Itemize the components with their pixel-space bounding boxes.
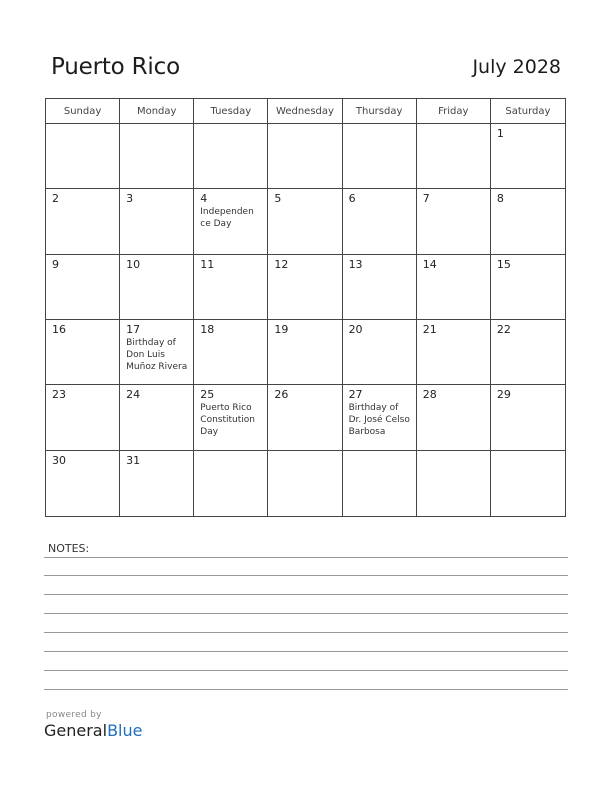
day-cell <box>46 189 120 253</box>
day-cell <box>417 320 491 384</box>
day-cell <box>194 385 268 449</box>
day-number: 31 <box>126 453 141 467</box>
day-cell <box>491 255 565 319</box>
day-cell <box>120 320 194 384</box>
week-row <box>46 451 565 516</box>
day-cell <box>343 189 417 253</box>
weekday-thursday: Thursday <box>343 99 417 123</box>
weekday-friday: Friday <box>417 99 491 123</box>
day-number: 14 <box>422 257 437 271</box>
week-row <box>46 189 565 254</box>
day-cell <box>194 451 268 516</box>
day-number: 10 <box>126 257 141 271</box>
day-cell <box>491 451 565 516</box>
day-cell <box>343 124 417 188</box>
brand-general: General <box>44 721 108 740</box>
day-cell <box>194 189 268 253</box>
day-number: 7 <box>422 192 430 206</box>
day-number: 28 <box>422 388 437 402</box>
day-cell <box>491 320 565 384</box>
day-number: 22 <box>496 323 511 336</box>
day-cell <box>491 385 565 449</box>
day-cell <box>417 451 491 516</box>
day-cell <box>120 385 194 449</box>
note-line <box>44 594 568 595</box>
note-line <box>44 632 568 633</box>
powered-by-text: powered by <box>46 710 102 720</box>
day-cell <box>194 124 268 188</box>
holiday-label: Birthday of Don Luis Muñoz Rivera <box>126 338 188 372</box>
day-cell <box>46 124 120 188</box>
day-number: 19 <box>274 323 289 336</box>
day-number: 25 <box>200 388 215 402</box>
day-cell <box>268 451 342 516</box>
brand-logo <box>44 721 142 740</box>
day-cell <box>268 320 342 384</box>
day-cell <box>343 320 417 384</box>
month-label: July 2028 <box>472 56 561 78</box>
day-cell <box>120 255 194 319</box>
day-number: 18 <box>200 323 215 336</box>
day-cell <box>268 255 342 319</box>
day-cell <box>46 385 120 449</box>
day-cell <box>417 124 491 188</box>
day-number: 16 <box>52 323 66 336</box>
weekday-sunday: Sunday <box>46 99 120 123</box>
day-cell <box>268 124 342 188</box>
calendar-grid <box>45 98 566 517</box>
day-number: 6 <box>348 192 356 206</box>
weekday-wednesday: Wednesday <box>268 99 342 123</box>
weekday-header-row <box>46 99 565 124</box>
day-cell <box>194 255 268 319</box>
day-cell <box>417 255 491 319</box>
note-line <box>44 575 568 576</box>
day-cell <box>491 124 565 188</box>
day-number: 29 <box>496 388 511 402</box>
day-number: 15 <box>496 257 511 271</box>
weekday-saturday: Saturday <box>505 105 551 117</box>
calendar-weeks <box>46 124 565 516</box>
day-cell <box>417 189 491 253</box>
page-title: Puerto Rico <box>51 54 180 80</box>
day-number: 21 <box>422 323 437 336</box>
note-line <box>44 613 568 614</box>
notes-label: NOTES: <box>48 542 90 555</box>
day-cell <box>343 451 417 516</box>
note-line <box>44 557 568 558</box>
day-number: 4 <box>200 192 208 206</box>
day-number: 27 <box>348 388 363 402</box>
day-number: 5 <box>274 192 282 206</box>
note-line <box>44 651 568 652</box>
holiday-label: Birthday of Dr. José Celso Barbosa <box>348 403 410 438</box>
day-cell <box>120 124 194 188</box>
weekday-tuesday: Tuesday <box>194 99 268 123</box>
day-cell <box>46 255 120 319</box>
day-number: 9 <box>52 257 59 271</box>
day-number: 26 <box>274 388 289 402</box>
day-number: 2 <box>52 192 59 206</box>
day-number: 12 <box>274 257 289 271</box>
holiday-label: Puerto Rico Constitution Day <box>200 403 255 438</box>
day-cell <box>120 189 194 253</box>
note-line <box>44 670 568 671</box>
day-cell <box>417 385 491 449</box>
day-cell <box>343 385 417 449</box>
day-number: 8 <box>496 192 504 206</box>
day-number: 30 <box>52 453 66 467</box>
holiday-label: Independen ce Day <box>200 207 254 230</box>
weekday-monday: Monday <box>120 99 194 123</box>
day-cell <box>491 189 565 253</box>
day-number: 11 <box>200 257 215 271</box>
day-cell <box>120 451 194 516</box>
note-line <box>44 689 568 690</box>
day-number: 23 <box>52 388 66 402</box>
brand-blue: Blue <box>107 721 143 740</box>
day-number: 24 <box>126 388 141 402</box>
day-number: 17 <box>126 323 141 336</box>
day-cell <box>268 385 342 449</box>
week-row <box>46 124 565 189</box>
day-number: 20 <box>348 323 363 336</box>
day-number: 13 <box>348 257 363 271</box>
day-cell <box>268 189 342 253</box>
week-row <box>46 385 565 450</box>
day-number: 3 <box>126 192 134 206</box>
day-cell <box>343 255 417 319</box>
day-cell <box>46 451 120 516</box>
day-number: 1 <box>496 127 504 140</box>
day-cell <box>46 320 120 384</box>
week-row <box>46 255 565 320</box>
day-cell <box>194 320 268 384</box>
week-row <box>46 320 565 385</box>
